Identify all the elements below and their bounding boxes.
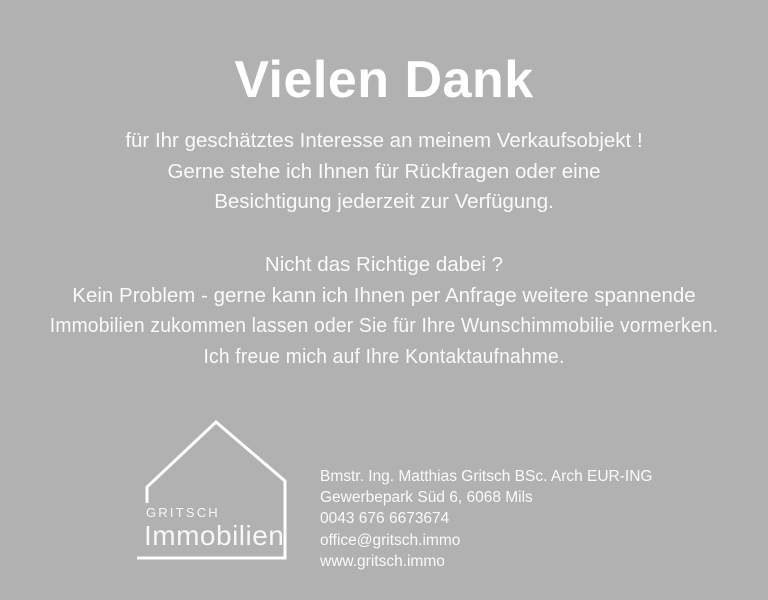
page-title: Vielen Dank bbox=[234, 51, 534, 109]
followup-paragraph bbox=[0, 250, 768, 372]
contact-person: Bmstr. Ing. Matthias Gritsch BSc. Arch EUR-ING bbox=[320, 468, 653, 485]
followup-line: Ich freue mich auf Ihre Kontaktaufnahme. bbox=[203, 344, 565, 368]
contact-phone: 0043 676 6673674 bbox=[320, 510, 450, 528]
intro-line: für Ihr geschätztes Interesse an meinem Verkaufsobjekt ! bbox=[125, 129, 643, 152]
contact-email: office@gritsch.immo bbox=[320, 531, 461, 549]
contact-address: Gewerbepark Süd 6, 6068 Mils bbox=[320, 489, 533, 507]
brand-subname: Immobilien bbox=[144, 520, 285, 551]
intro-paragraph bbox=[0, 126, 768, 218]
contact-block bbox=[320, 466, 652, 572]
brand-name: GRITSCH bbox=[146, 505, 220, 520]
contact-website: www.gritsch.immo bbox=[320, 552, 445, 570]
followup-line: Immobilien zukommen lassen oder Sie für Ihre Wunschimmobilie vormerken. bbox=[49, 314, 719, 337]
intro-line: Besichtigung jederzeit zur Verfügung. bbox=[214, 190, 554, 213]
intro-line: Gerne stehe ich Ihnen für Rückfragen oder eine bbox=[167, 159, 601, 183]
followup-line: Kein Problem - gerne kann ich Ihnen per Anfrage weitere spannende bbox=[72, 283, 696, 307]
followup-line: Nicht das Richtige dabei ? bbox=[264, 253, 504, 276]
